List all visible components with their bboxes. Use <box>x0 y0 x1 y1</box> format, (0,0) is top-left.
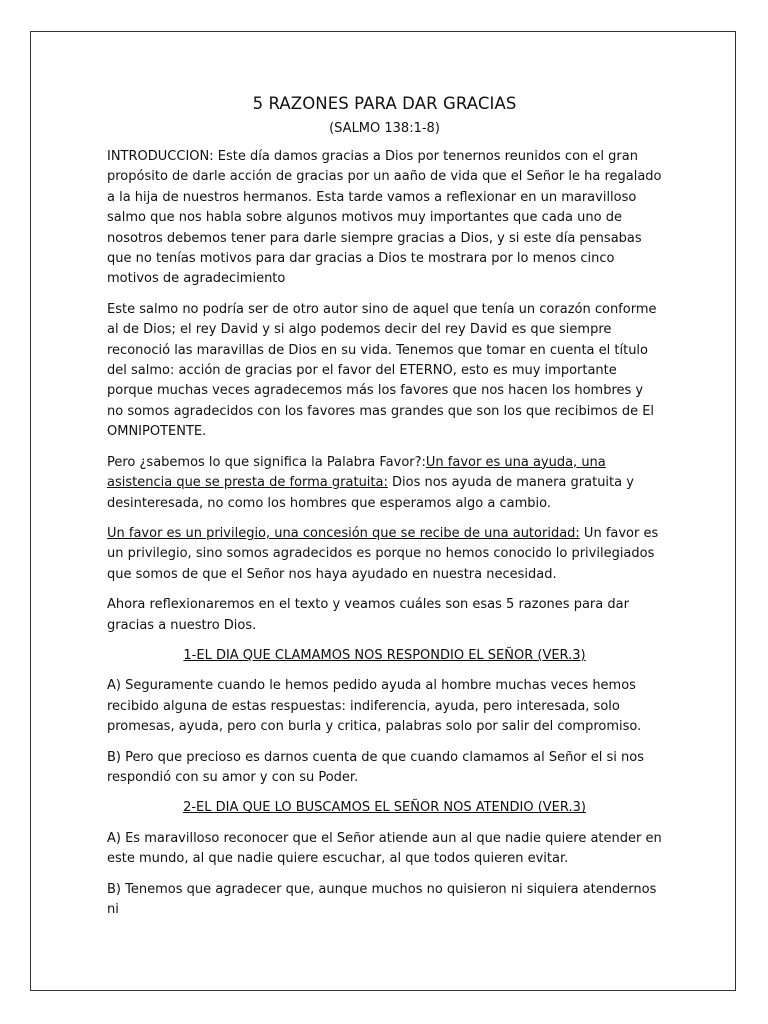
paragraph-1a: A) Seguramente cuando le hemos pedido ayuda al hombre muchas veces hemos recibido alguna de estas respuestas: indiferencia, ayuda, pero interesada, solo promesas, ayuda, pero con burla y critica, palabras solo por salir del compromiso. <box>107 678 642 735</box>
paragraph-author: Este salmo no podría ser de otro autor sino de aquel que tenía un corazón conforme al de Dios; el rey David y si algo podemos decir del rey David es que siempre reconoció las maravillas de Dios en su vida. Tenemos que tomar en cuenta el título del salmo: acción de gracias por el favor del ETERNO, esto es muy importante porque muchas veces agradecemos más los favores que nos hacen los hombres y no somos agradecidos con los favores mas grandes que son los que recibimos de El OMNIPOTENTE. <box>107 301 657 440</box>
underlined-definition: Un favor es una ayuda, una asistencia que se presta de forma gratuita: <box>107 454 606 491</box>
underlined-definition: Un favor es un privilegio, una concesión que se recibe de una autoridad: <box>107 525 580 541</box>
document-body <box>107 94 662 930</box>
paragraph-text: Un favor es un privilegio, sino somos agradecidos es porque no hemos conocido lo privilegiados que somos de que el Señor nos haya ayudado en nuestra necesidad. <box>107 525 659 582</box>
paragraph-1b: B) Pero que precioso es darnos cuenta de que cuando clamamos al Señor el si nos respondió con su amor y con su Poder. <box>107 749 644 785</box>
document-title: 5 RAZONES PARA DAR GRACIAS <box>252 94 517 113</box>
paragraph-2a: A) Es maravilloso reconocer que el Señor atiende aun al que nadie quiere atender en este mundo, al que nadie quiere escuchar, al que todos quieren evitar. <box>107 830 662 867</box>
section-heading-1: 1-EL DIA QUE CLAMAMOS NOS RESPONDIO EL SEÑOR (VER.3) <box>183 647 586 663</box>
paragraph-privilege <box>107 524 662 585</box>
paragraph-2b: B) Tenemos que agradecer que, aunque muchos no quisieron ni siquiera atendernos ni <box>107 881 657 917</box>
section-heading-2: 2-EL DIA QUE LO BUSCAMOS EL SEÑOR NOS ATENDIO (VER.3) <box>183 800 586 816</box>
paragraph-transition: Ahora reflexionaremos en el texto y veamos cuáles son esas 5 razones para dar gracias a nuestro Dios. <box>107 597 629 633</box>
document-subtitle: (SALMO 138:1-8) <box>329 121 440 136</box>
paragraph-text: Dios nos ayuda de manera gratuita y desinteresada, no como los hombres que esperamos algo a cambio. <box>107 475 634 511</box>
paragraph-text: Pero ¿sabemos lo que significa la Palabra Favor?: <box>107 454 426 470</box>
paragraph-favor-definition <box>107 453 662 514</box>
paragraph-introduction: INTRODUCCION: Este día damos gracias a Dios por tenernos reunidos con el gran propósito de darle acción de gracias por un aaño de vida que el Señor le ha regalado a la hija de nuestros hermanos. Esta tarde vamos a reflexionar en un maravilloso salmo que nos habla sobre algunos motivos muy importantes que cada uno de nosotros debemos tener para darle siempre gracias a Dios, y si este día pensabas que no tenías motivos para dar gracias a Dios te mostrara por lo menos cinco motivos de agradecimiento <box>107 149 662 287</box>
